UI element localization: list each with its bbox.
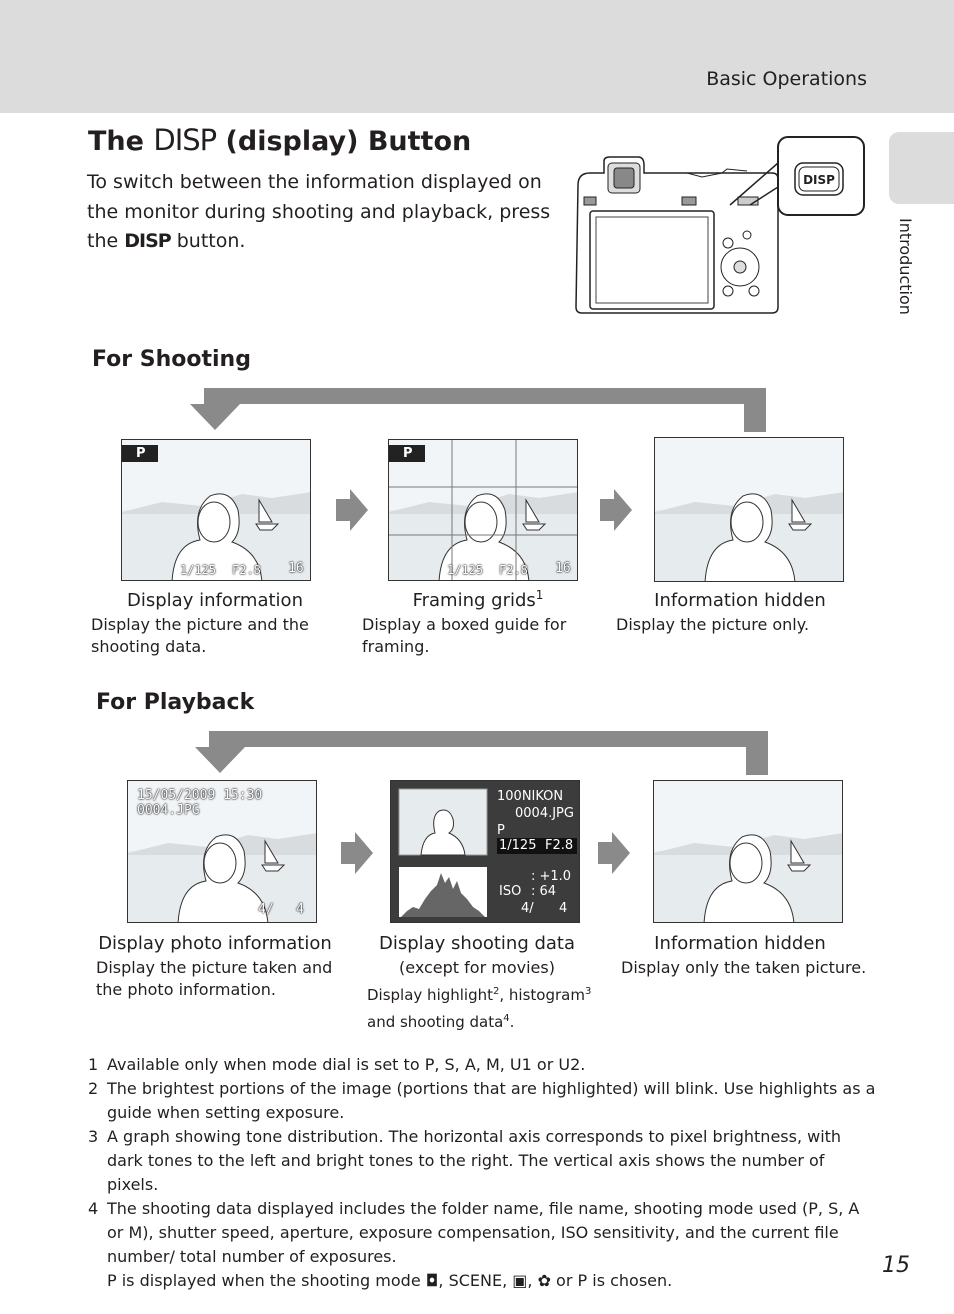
- page-number: 15: [882, 1253, 910, 1278]
- footnote-2: 2 The brightest portions of the image (portions that are highlighted) will blink. Use highlights as a guide when setting exposure.: [88, 1079, 876, 1122]
- camera-back-illustration: [572, 135, 868, 317]
- playback-label-3: Information hidden: [654, 933, 826, 954]
- playback-extra-desc: Display highlight$^2$, histogram$^3$ and shooting data$^4$.: [367, 986, 592, 1031]
- side-tab: [889, 132, 954, 204]
- shooting-label-1: Display information: [127, 590, 303, 611]
- screen-shooting-data: 100NIKON 0004.JPG P 1/125 F2.8 : +1.0 ISO : 64 4/ 4: [390, 780, 580, 923]
- shooting-heading: For Shooting: [92, 347, 251, 372]
- side-tab-label: Introduction: [896, 218, 915, 315]
- playback-label-2: Display shooting data: [378, 933, 576, 954]
- page-header: [0, 0, 954, 113]
- playback-datetime: 15/05/2009 15:30: [137, 788, 263, 803]
- footnotes: [88, 1053, 878, 1293]
- playback-heading: For Playback: [96, 690, 255, 715]
- playback-desc-3: Display only the taken picture.: [621, 958, 867, 977]
- shooting-desc-1: Display the picture and the shooting data.: [91, 615, 309, 656]
- svg-text:DISP: DISP: [803, 173, 835, 187]
- screen-playback-hidden: [653, 780, 843, 923]
- playback-desc-1: Display the picture taken and the photo information.: [96, 958, 333, 999]
- next-arrow-shooting-2: [600, 489, 632, 531]
- playback-filename: 0004.JPG: [137, 803, 200, 818]
- footnote-4: 4 The shooting data displayed includes the folder name, file name, shooting mode used (P, S, A or M), shutter speed, aperture, exposure compensation, ISO sensitivity, and the current file number/ total number of exposures.: [88, 1199, 860, 1266]
- next-arrow-playback-2: [598, 832, 630, 874]
- next-arrow-playback-1: [341, 832, 373, 874]
- loop-arrow-playback: [195, 729, 770, 777]
- footnote-4-extra: P is displayed when the shooting mode ◘, SCENE, ▣, ✿ or P is chosen.: [107, 1271, 673, 1290]
- shooting-label-3: Information hidden: [654, 590, 826, 611]
- screen-framing-grids: P 1/125 F2.8 16: [388, 439, 578, 581]
- shooting-desc-2: Display a boxed guide for framing.: [362, 615, 567, 656]
- next-arrow-shooting-1: [336, 489, 368, 531]
- playback-label-1: Display photo information: [98, 933, 332, 954]
- screen-display-information: P 1/125 F2.8 16: [121, 439, 311, 581]
- screen-information-hidden: [654, 437, 844, 582]
- playback-desc-2: (except for movies): [399, 958, 555, 977]
- screen-photo-information: 15/05/2009 15:30 0004.JPG 4/ 4: [127, 780, 317, 923]
- shooting-label-2: Framing grids$^1$: [412, 588, 544, 611]
- footnote-1: 1 Available only when mode dial is set to P, S, A, M, U1 or U2.: [88, 1055, 586, 1074]
- loop-arrow-shooting: [190, 386, 770, 434]
- page-title: The DISP (display) Button: [88, 123, 472, 157]
- section-title: Basic Operations: [706, 68, 867, 90]
- shooting-desc-3: Display the picture only.: [616, 615, 810, 634]
- footnote-3: 3 A graph showing tone distribution. The horizontal axis corresponds to pixel brightness, with dark tones to the left and bright tones to the right. The vertical axis shows the number of pixels.: [88, 1127, 842, 1194]
- intro-text: To switch between the information displayed on the monitor during shooting and playback, press the DISP button.: [87, 171, 551, 252]
